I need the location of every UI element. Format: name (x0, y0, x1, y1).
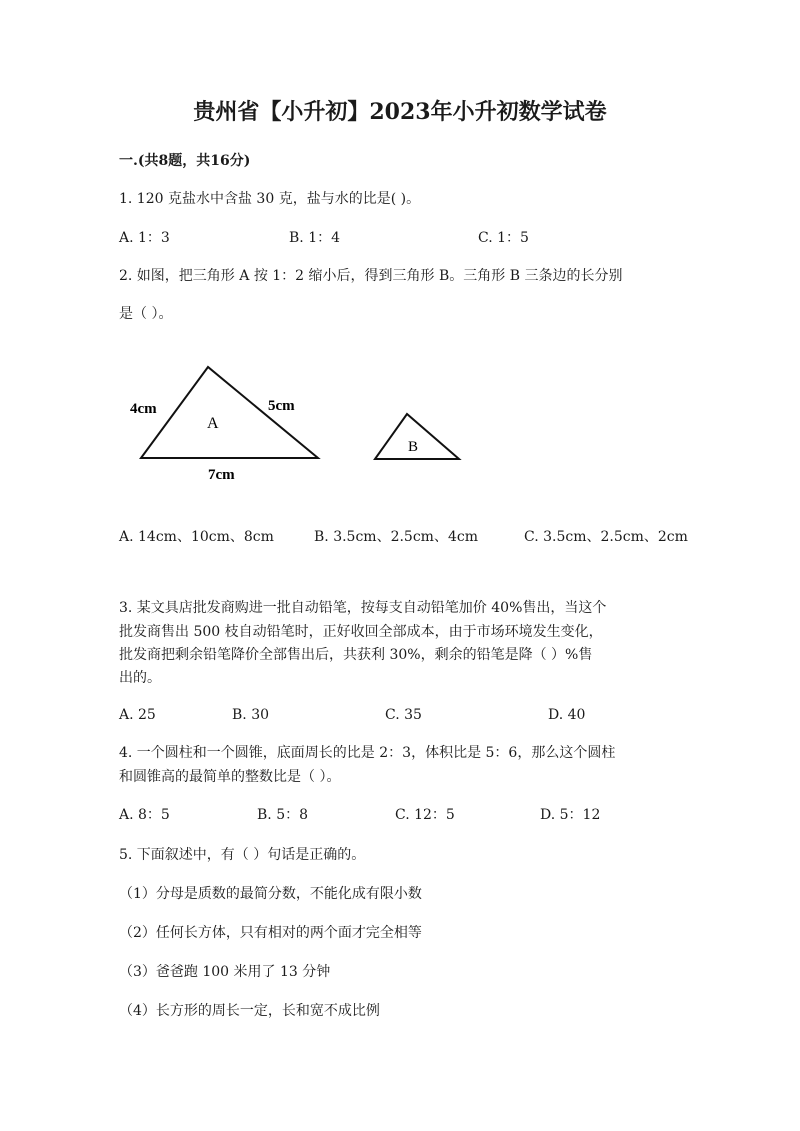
q5-item-2: （2）任何长方体，只有相对的两个面才完全相等 (119, 925, 422, 941)
question-1-stem: 1. 120 克盐水中含盐 30 克，盐与水的比是( )。 (119, 191, 421, 207)
q1-option-c: C. 1：5 (478, 230, 529, 246)
question-3-line4: 出的。 (119, 670, 161, 686)
side-left-label: 4cm (130, 401, 157, 417)
question-3-line1: 3. 某文具店批发商购进一批自动铅笔，按每支自动铅笔加价 40%售出，当这个 (119, 600, 607, 616)
exam-title: 贵州省【小升初】2023年小升初数学试卷 (193, 99, 607, 125)
q1-option-a: A. 1：3 (119, 230, 170, 246)
question-4-line2: 和圆锥高的最简单的整数比是（ ）。 (119, 769, 341, 785)
q3-option-a: A. 25 (119, 707, 156, 723)
question-2-stem-line2: 是（ ）。 (119, 306, 173, 322)
q3-option-b: B. 30 (232, 707, 270, 723)
question-2-stem-line1: 2. 如图，把三角形 A 按 1：2 缩小后，得到三角形 B。三角形 B 三条边的长分别 (119, 268, 623, 284)
section-heading: 一.(共8题，共16分) (119, 153, 251, 169)
side-bottom-label: 7cm (208, 467, 235, 483)
q5-item-4: （4）长方形的周长一定，长和宽不成比例 (119, 1003, 380, 1019)
triangle-a-label: A (207, 415, 219, 432)
question-5-stem: 5. 下面叙述中，有（ ）句话是正确的。 (119, 847, 366, 863)
q2-option-b: B. 3.5cm、2.5cm、4cm (314, 529, 478, 545)
side-right-label: 5cm (268, 398, 295, 414)
q4-option-c: C. 12：5 (395, 807, 455, 823)
q3-option-c: C. 35 (385, 707, 422, 723)
q2-option-c: C. 3.5cm、2.5cm、2cm (524, 529, 688, 545)
q2-option-a: A. 14cm、10cm、8cm (119, 529, 274, 545)
question-3-line2: 批发商售出 500 枝自动铅笔时，正好收回全部成本，由于市场环境发生变化， (119, 624, 603, 640)
triangle-b-label: B (408, 439, 419, 455)
q4-option-a: A. 8：5 (119, 807, 170, 823)
q5-item-1: （1）分母是质数的最简分数，不能化成有限小数 (119, 886, 422, 902)
question-3-line3: 批发商把剩余铅笔降价全部售出后，共获利 30%，剩余的铅笔是降（ ）%售 (119, 647, 593, 663)
q5-item-3: （3）爸爸跑 100 米用了 13 分钟 (119, 964, 331, 980)
question-4-line1: 4. 一个圆柱和一个圆锥，底面周长的比是 2：3，体积比是 5：6，那么这个圆柱 (119, 745, 616, 761)
q3-option-d: D. 40 (548, 707, 586, 723)
q1-option-b: B. 1：4 (289, 230, 341, 246)
q4-option-d: D. 5：12 (540, 807, 601, 823)
triangles-figure (110, 355, 480, 490)
q4-option-b: B. 5：8 (257, 807, 309, 823)
